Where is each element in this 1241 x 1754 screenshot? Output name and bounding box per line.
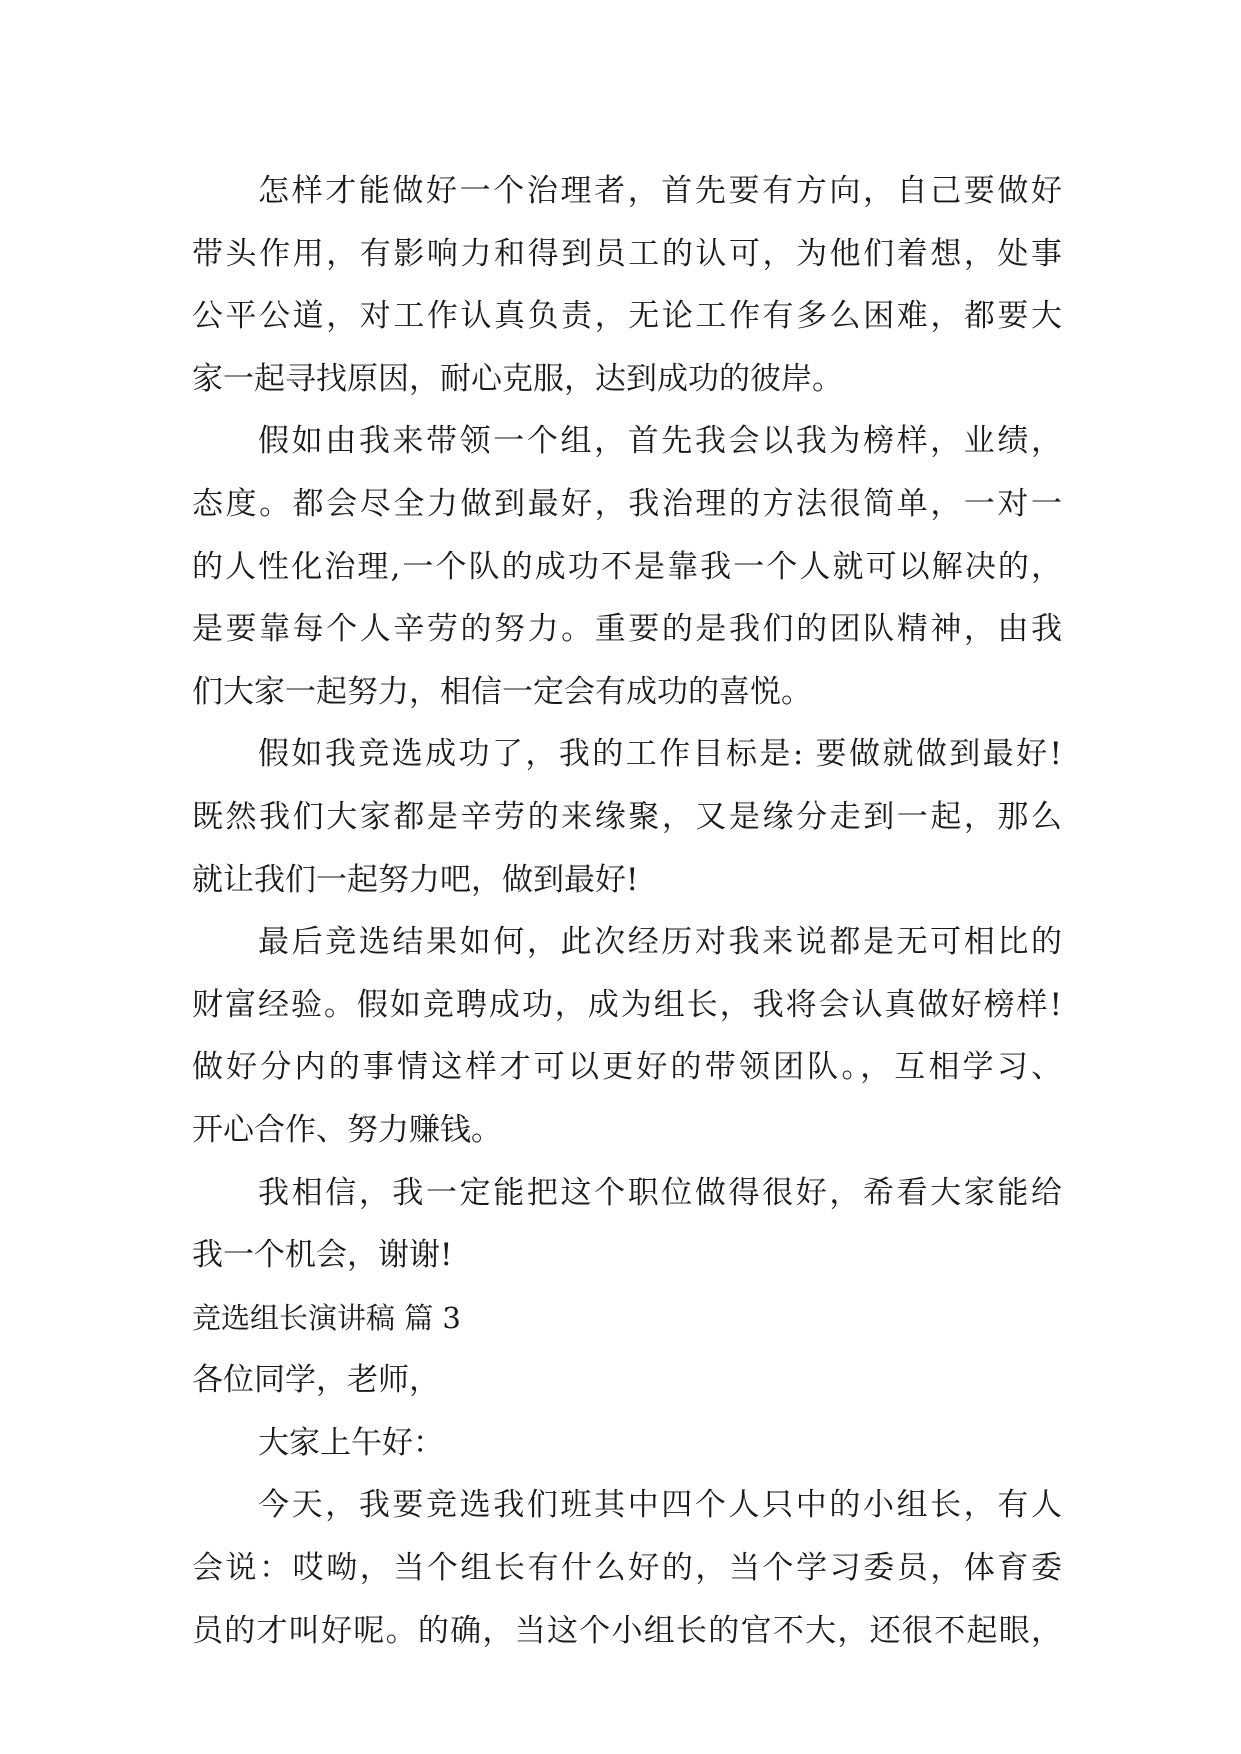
paragraph-line: 公平公道，对工作认真负责，无论工作有多么困难，都要大	[192, 298, 1062, 335]
paragraph-line: 是要靠每个人辛劳的努力。重要的是我们的团队精神，由我	[192, 611, 1062, 648]
paragraph-line: 们大家一起努力，相信一定会有成功的喜悦。	[192, 673, 812, 710]
paragraph-line: 态度。都会尽全力做到最好，我治理的方法很简单，一对一	[192, 485, 1062, 522]
paragraph-line: 家一起寻找原因，耐心克服，达到成功的彼岸。	[192, 360, 843, 397]
paragraph-line: 最后竞选结果如何，此次经历对我来说都是无可相比的	[258, 924, 1062, 961]
paragraph-line: 今天，我要竞选我们班其中四个人只中的小组长，有人	[258, 1487, 1062, 1524]
paragraph-line: 怎样才能做好一个治理者，首先要有方向，自己要做好	[258, 173, 1062, 209]
paragraph-line: 我一个机会，谢谢!	[192, 1237, 453, 1274]
section-heading: 竞选组长演讲稿 篇 3	[192, 1300, 461, 1335]
greeting-line: 大家上午好：	[258, 1424, 444, 1461]
paragraph-line: 财富经验。假如竞聘成功，成为组长，我将会认真做好榜样!	[192, 986, 1062, 1023]
paragraph-line: 假如我竞选成功了，我的工作目标是: 要做就做到最好!	[258, 736, 1062, 773]
document-body	[192, 160, 1062, 1662]
paragraph-line: 我相信，我一定能把这个职位做得很好，希看大家能给	[258, 1174, 1062, 1211]
paragraph-line: 就让我们一起努力吧，做到最好!	[192, 861, 639, 898]
paragraph-line: 会说：哎呦，当个组长有什么好的，当个学习委员，体育委	[192, 1550, 1062, 1587]
paragraph-line: 假如由我来带领一个组，首先我会以我为榜样，业绩，	[258, 423, 1062, 460]
paragraph-line: 既然我们大家都是辛劳的来缘聚，又是缘分走到一起，那么	[192, 798, 1062, 835]
paragraph-line: 做好分内的事情这样才可以更好的带领团队。，互相学习、	[192, 1049, 1062, 1086]
paragraph-line: 的人性化治理,一个队的成功不是靠我一个人就可以解决的，	[192, 548, 1062, 585]
paragraph-line: 带头作用，有影响力和得到员工的认可，为他们着想，处事	[192, 235, 1062, 272]
salutation-line: 各位同学，老师，	[192, 1362, 440, 1399]
paragraph-line: 员的才叫好呢。的确，当这个小组长的官不大，还很不起眼，	[192, 1612, 1062, 1649]
paragraph-line: 开心合作、努力赚钱。	[192, 1111, 502, 1148]
